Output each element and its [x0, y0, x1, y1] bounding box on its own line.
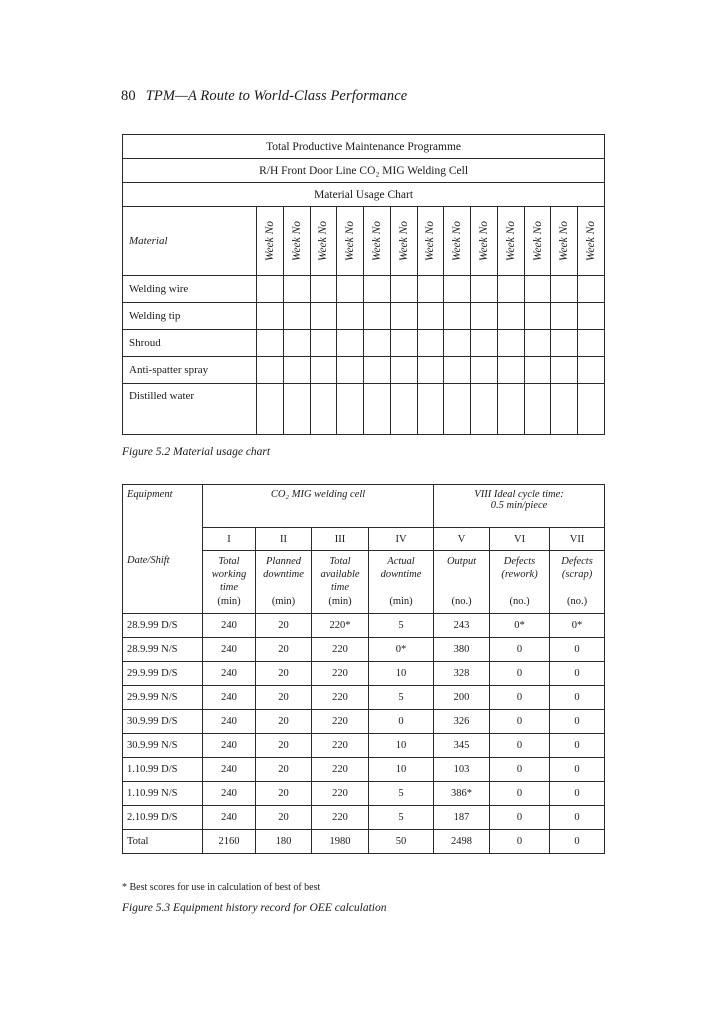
usage-cell — [497, 303, 524, 330]
usage-cell — [337, 357, 364, 384]
usage-cell — [471, 303, 498, 330]
week-header-cell — [364, 207, 391, 276]
chart-title-row — [123, 183, 605, 207]
ideal-cycle-line: 0.5 min/piece — [490, 500, 548, 511]
column-label-line: Defects — [561, 556, 593, 567]
value-cell: 0* — [490, 614, 550, 638]
column-number: VI — [490, 528, 550, 551]
total-value: 50 — [369, 830, 434, 854]
value-cell: 380 — [434, 638, 490, 662]
usage-cell — [257, 384, 284, 435]
table-row — [123, 710, 605, 734]
week-header-cell — [417, 207, 444, 276]
value-cell: 187 — [434, 806, 490, 830]
column-label-line: Defects — [503, 556, 536, 567]
value-cell: 0 — [550, 638, 605, 662]
usage-cell — [390, 330, 417, 357]
spacer — [434, 581, 489, 594]
column-number: I — [203, 528, 256, 551]
value-cell: 20 — [256, 686, 312, 710]
week-no-label: Week No — [424, 220, 437, 262]
value-cell: 0 — [550, 782, 605, 806]
column-label — [490, 551, 550, 614]
week-header-cell — [471, 207, 498, 276]
value-cell: 0 — [550, 806, 605, 830]
material-header: Material — [123, 207, 257, 276]
week-header-cell — [257, 207, 284, 276]
usage-cell — [524, 357, 551, 384]
equipment-label: Equipment — [123, 485, 203, 528]
usage-cell — [417, 384, 444, 435]
total-row — [123, 830, 605, 854]
usage-cell — [524, 276, 551, 303]
value-cell: 0 — [369, 710, 434, 734]
value-cell: 0 — [550, 734, 605, 758]
usage-cell — [310, 276, 337, 303]
week-no-label: Week No — [478, 220, 490, 262]
usage-cell — [283, 303, 310, 330]
usage-cell — [444, 384, 471, 435]
value-cell: 220 — [312, 662, 369, 686]
column-unit: (no.) — [566, 596, 588, 608]
column-label — [550, 551, 605, 614]
usage-cell — [578, 303, 605, 330]
value-cell: 20 — [256, 638, 312, 662]
column-label-line: downtime — [263, 569, 304, 581]
value-cell: 220 — [312, 806, 369, 830]
usage-cell — [471, 357, 498, 384]
spacer — [369, 581, 433, 594]
value-cell: 0 — [550, 662, 605, 686]
column-number: IV — [369, 528, 434, 551]
value-cell: 220 — [312, 638, 369, 662]
column-label — [203, 551, 256, 614]
spacer — [434, 568, 489, 581]
running-header — [121, 88, 407, 105]
ideal-cycle-line: VIII Ideal cycle time: — [474, 489, 564, 500]
column-number: II — [256, 528, 312, 551]
week-header-cell — [310, 207, 337, 276]
chart-title-line: Material Usage Chart — [123, 183, 605, 207]
usage-cell — [524, 303, 551, 330]
chart-title-line: R/H Front Door Line CO₂ MIG Welding Cell — [123, 159, 605, 183]
week-header-cell — [283, 207, 310, 276]
material-name: Shroud — [123, 330, 257, 357]
value-cell: 0 — [550, 686, 605, 710]
value-cell: 0 — [550, 758, 605, 782]
roman-row — [123, 528, 605, 551]
column-number: III — [312, 528, 369, 551]
value-cell: 0 — [490, 710, 550, 734]
material-usage-chart — [122, 134, 605, 435]
usage-cell — [337, 276, 364, 303]
usage-cell — [578, 384, 605, 435]
column-unit: (min) — [271, 596, 296, 608]
usage-cell — [551, 276, 578, 303]
usage-cell — [310, 330, 337, 357]
material-name: Anti-spatter spray — [123, 357, 257, 384]
equipment-row — [123, 485, 605, 528]
usage-cell — [390, 384, 417, 435]
usage-cell — [524, 330, 551, 357]
value-cell: 240 — [203, 638, 256, 662]
column-number: VII — [550, 528, 605, 551]
week-header-cell — [578, 207, 605, 276]
value-cell: 240 — [203, 710, 256, 734]
date-shift-cell: 30.9.99 D/S — [123, 710, 203, 734]
chart-title-row — [123, 159, 605, 183]
table-row — [123, 806, 605, 830]
value-cell: 220 — [312, 686, 369, 710]
column-label-line: time — [330, 582, 350, 594]
week-no-label: Week No — [504, 220, 517, 262]
week-no-label: Week No — [451, 220, 464, 262]
week-no-label: Week No — [558, 220, 571, 262]
usage-cell — [417, 276, 444, 303]
material-row — [123, 384, 605, 435]
total-value: 1980 — [312, 830, 369, 854]
usage-cell — [337, 303, 364, 330]
page-number: 80 — [121, 88, 136, 104]
value-cell: 326 — [434, 710, 490, 734]
usage-cell — [444, 276, 471, 303]
material-row — [123, 303, 605, 330]
value-cell: 240 — [203, 782, 256, 806]
usage-cell — [283, 384, 310, 435]
date-shift-cell: 1.10.99 N/S — [123, 782, 203, 806]
value-cell: 240 — [203, 614, 256, 638]
column-label-line: time — [219, 582, 239, 594]
value-cell: 20 — [256, 734, 312, 758]
column-label-line: Total — [329, 556, 351, 567]
value-cell: 20 — [256, 782, 312, 806]
spacer — [550, 581, 604, 594]
value-cell: 0 — [490, 686, 550, 710]
column-label — [256, 551, 312, 614]
figure-5-3-caption: Figure 5.3 Equipment history record for OEE calculation — [122, 902, 387, 914]
usage-cell — [310, 384, 337, 435]
column-number: V — [434, 528, 490, 551]
column-label-line: Planned — [266, 556, 301, 567]
table-row — [123, 638, 605, 662]
value-cell: 20 — [256, 806, 312, 830]
week-header-cell — [524, 207, 551, 276]
date-shift-cell: 28.9.99 N/S — [123, 638, 203, 662]
table-row — [123, 686, 605, 710]
value-cell: 240 — [203, 734, 256, 758]
column-label-line: working — [211, 569, 247, 581]
usage-cell — [471, 276, 498, 303]
usage-cell — [551, 357, 578, 384]
usage-cell — [444, 330, 471, 357]
week-no-label: Week No — [263, 220, 276, 262]
date-shift-cell: 1.10.99 D/S — [123, 758, 203, 782]
value-cell: 20 — [256, 614, 312, 638]
table-row — [123, 734, 605, 758]
column-label-line: Total — [218, 556, 240, 567]
figure-5-2-caption: Figure 5.2 Material usage chart — [122, 446, 271, 458]
usage-cell — [578, 357, 605, 384]
value-cell: 0 — [490, 734, 550, 758]
usage-cell — [364, 330, 391, 357]
usage-cell — [364, 357, 391, 384]
value-cell: 20 — [256, 710, 312, 734]
value-cell: 0* — [369, 638, 434, 662]
usage-cell — [257, 276, 284, 303]
usage-cell — [497, 357, 524, 384]
value-cell: 0 — [490, 638, 550, 662]
usage-cell — [551, 330, 578, 357]
column-label — [434, 551, 490, 614]
value-cell: 5 — [369, 782, 434, 806]
column-label-line: available — [320, 569, 360, 581]
column-label — [369, 551, 434, 614]
value-cell: 20 — [256, 662, 312, 686]
value-cell: 386* — [434, 782, 490, 806]
column-label — [312, 551, 369, 614]
date-shift-cell: 29.9.99 D/S — [123, 662, 203, 686]
usage-cell — [337, 330, 364, 357]
value-cell: 10 — [369, 662, 434, 686]
usage-cell — [337, 384, 364, 435]
value-cell: 200 — [434, 686, 490, 710]
column-label-line: (rework) — [501, 569, 538, 581]
usage-cell — [390, 357, 417, 384]
total-value: 2160 — [203, 830, 256, 854]
column-unit: (no.) — [509, 596, 530, 608]
spacer — [256, 581, 311, 594]
usage-cell — [310, 303, 337, 330]
week-no-label: Week No — [290, 220, 303, 262]
week-header-cell — [390, 207, 417, 276]
value-cell: 0 — [490, 758, 550, 782]
usage-cell — [257, 357, 284, 384]
column-unit: (min) — [217, 596, 241, 608]
date-shift-label: Date/Shift — [123, 551, 203, 614]
material-name: Distilled water — [123, 384, 257, 435]
usage-cell — [283, 276, 310, 303]
value-cell: 0 — [490, 806, 550, 830]
usage-cell — [390, 303, 417, 330]
material-row — [123, 330, 605, 357]
usage-cell — [310, 357, 337, 384]
usage-cell — [497, 384, 524, 435]
usage-cell — [390, 276, 417, 303]
usage-cell — [497, 276, 524, 303]
usage-cell — [257, 330, 284, 357]
value-cell: 345 — [434, 734, 490, 758]
total-label: Total — [123, 830, 203, 854]
usage-cell — [471, 330, 498, 357]
value-cell: 220* — [312, 614, 369, 638]
book-title: TPM—A Route to World-Class Performance — [145, 88, 408, 104]
week-header-cell — [497, 207, 524, 276]
value-cell: 5 — [369, 686, 434, 710]
material-name: Welding wire — [123, 276, 257, 303]
total-value: 0 — [550, 830, 605, 854]
usage-cell — [497, 330, 524, 357]
total-value: 2498 — [434, 830, 490, 854]
value-cell: 10 — [369, 734, 434, 758]
week-no-label: Week No — [531, 220, 544, 262]
value-cell: 10 — [369, 758, 434, 782]
value-cell: 240 — [203, 806, 256, 830]
equipment-history-record — [122, 484, 605, 854]
value-cell: 0 — [550, 710, 605, 734]
usage-cell — [578, 276, 605, 303]
column-label-line: (scrap) — [561, 569, 593, 581]
material-row — [123, 357, 605, 384]
column-label-line: downtime — [380, 569, 422, 581]
equipment-value: CO₂ MIG welding cell — [203, 485, 434, 528]
week-header-row — [123, 207, 605, 276]
value-cell: 220 — [312, 710, 369, 734]
week-no-label: Week No — [344, 220, 357, 262]
value-cell: 220 — [312, 734, 369, 758]
material-row — [123, 276, 605, 303]
material-name: Welding tip — [123, 303, 257, 330]
value-cell: 328 — [434, 662, 490, 686]
column-label-line: Actual — [387, 556, 415, 567]
value-cell: 220 — [312, 758, 369, 782]
ideal-cycle-time — [434, 485, 605, 528]
date-shift-cell: 30.9.99 N/S — [123, 734, 203, 758]
table-row — [123, 782, 605, 806]
date-shift-cell: 29.9.99 N/S — [123, 686, 203, 710]
week-no-label: Week No — [317, 220, 330, 262]
week-header-cell — [337, 207, 364, 276]
usage-cell — [524, 384, 551, 435]
column-unit: (no.) — [451, 596, 472, 608]
value-cell: 5 — [369, 806, 434, 830]
week-no-label: Week No — [397, 220, 410, 262]
usage-cell — [364, 276, 391, 303]
usage-cell — [444, 303, 471, 330]
value-cell: 0 — [490, 782, 550, 806]
usage-cell — [417, 357, 444, 384]
usage-cell — [417, 303, 444, 330]
value-cell: 0* — [550, 614, 605, 638]
spacer — [490, 581, 549, 594]
usage-cell — [551, 384, 578, 435]
usage-cell — [417, 330, 444, 357]
date-shift-cell: 28.9.99 D/S — [123, 614, 203, 638]
table-row — [123, 662, 605, 686]
week-no-label: Week No — [370, 220, 383, 262]
date-shift-cell: 2.10.99 D/S — [123, 806, 203, 830]
value-cell: 20 — [256, 758, 312, 782]
chart-title-row — [123, 135, 605, 159]
total-value: 0 — [490, 830, 550, 854]
column-label-line: Output — [446, 556, 477, 567]
week-no-label: Week No — [585, 220, 598, 262]
total-value: 180 — [256, 830, 312, 854]
usage-cell — [551, 303, 578, 330]
value-cell: 240 — [203, 662, 256, 686]
value-cell: 243 — [434, 614, 490, 638]
usage-cell — [444, 357, 471, 384]
usage-cell — [578, 330, 605, 357]
value-cell: 5 — [369, 614, 434, 638]
value-cell: 103 — [434, 758, 490, 782]
footnote: * Best scores for use in calculation of best of best — [122, 882, 321, 893]
label-row — [123, 551, 605, 614]
week-header-cell — [551, 207, 578, 276]
usage-cell — [471, 384, 498, 435]
usage-cell — [364, 384, 391, 435]
value-cell: 240 — [203, 686, 256, 710]
chart-title-line: Total Productive Maintenance Programme — [123, 135, 605, 159]
table-row — [123, 758, 605, 782]
usage-cell — [257, 303, 284, 330]
blank-cell — [123, 528, 203, 551]
value-cell: 220 — [312, 782, 369, 806]
table-row — [123, 614, 605, 638]
column-unit: (min) — [328, 596, 352, 608]
usage-cell — [283, 330, 310, 357]
usage-cell — [283, 357, 310, 384]
usage-cell — [364, 303, 391, 330]
column-unit: (min) — [389, 596, 413, 608]
week-header-cell — [444, 207, 471, 276]
value-cell: 0 — [490, 662, 550, 686]
value-cell: 240 — [203, 758, 256, 782]
